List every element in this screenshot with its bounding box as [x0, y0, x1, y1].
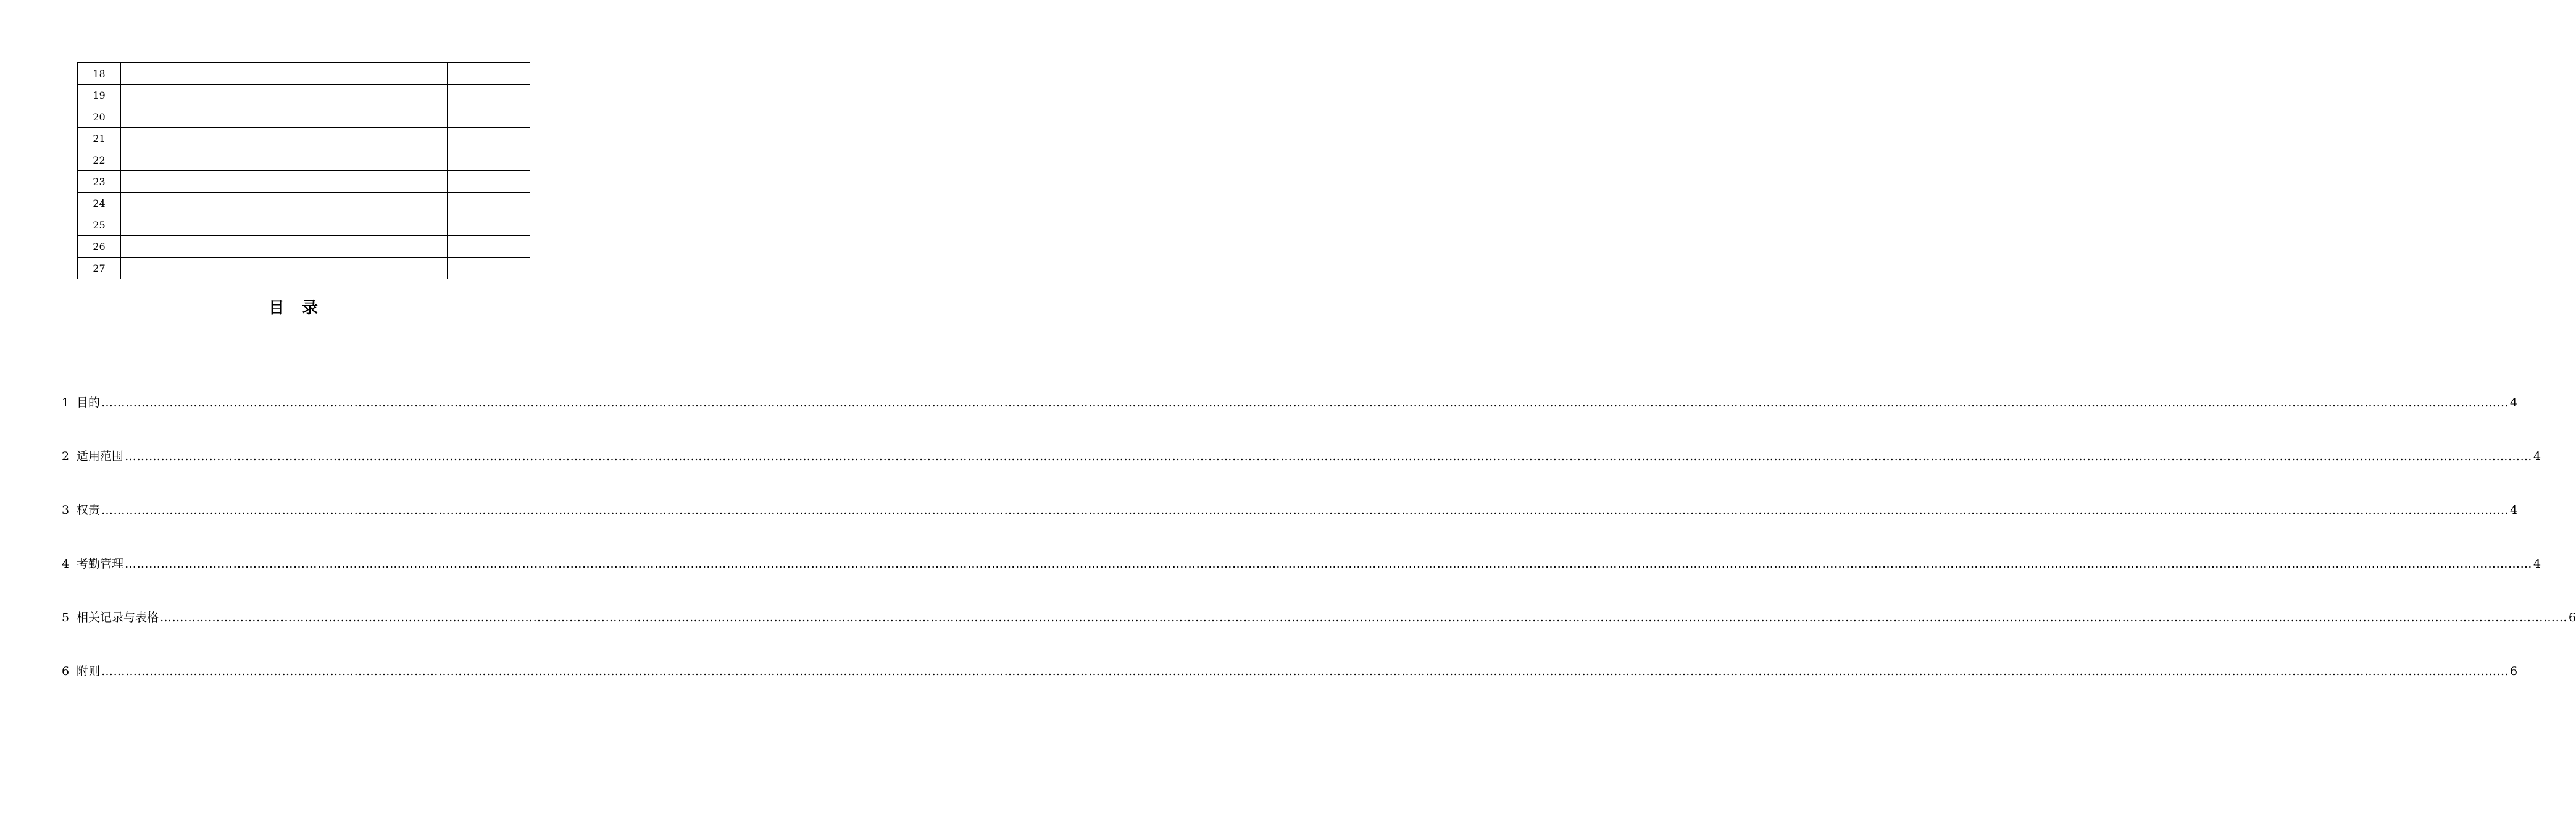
revision-table — [77, 62, 530, 279]
toc-leader-dots: …………………………………………………………………………………………………………………………………………………………………………………………………………………………………………………………………………………………………………………………………………………………………………………………………………………………………………………………………………………………………………………………………………………… — [101, 664, 2509, 678]
toc-leader-dots: …………………………………………………………………………………………………………………………………………………………………………………………………………………………………………………………………………………………………………………………………………………………………………………………………………………………………………………………………………………………………………………………………………………… — [125, 557, 2533, 571]
row-number: 22 — [78, 149, 121, 171]
toc-entry[interactable] — [62, 608, 2576, 627]
row-content — [121, 193, 448, 214]
toc-entry-number: 5 — [62, 611, 70, 624]
row-note — [448, 258, 530, 279]
row-number: 23 — [78, 171, 121, 193]
row-note — [448, 236, 530, 258]
row-content — [121, 214, 448, 236]
row-content — [121, 106, 448, 128]
toc-entry-label: 目的 — [77, 396, 101, 409]
table-row — [78, 193, 530, 214]
row-note — [448, 149, 530, 171]
toc-entry-page: 4 — [2510, 503, 2518, 517]
row-number: 20 — [78, 106, 121, 128]
toc-entry-label: 权责 — [77, 503, 101, 517]
toc-list — [62, 393, 2576, 715]
table-row — [78, 214, 530, 236]
row-content — [121, 236, 448, 258]
table-row — [78, 236, 530, 258]
row-note — [448, 193, 530, 214]
row-number: 21 — [78, 128, 121, 149]
row-number: 24 — [78, 193, 121, 214]
row-number: 26 — [78, 236, 121, 258]
row-number: 19 — [78, 85, 121, 106]
toc-entry-page: 6 — [2510, 664, 2518, 678]
toc-leader-dots: …………………………………………………………………………………………………………………………………………………………………………………………………………………………………………………………………………………………………………………………………………………………………………………………………………………………………………………………………………………………………………………………………………………… — [125, 450, 2533, 463]
toc-leader-dots: …………………………………………………………………………………………………………………………………………………………………………………………………………………………………………………………………………………………………………………………………………………………………………………………………………………………………………………………………………………………………………………………………………………… — [101, 396, 2509, 409]
toc-entry[interactable] — [62, 446, 2541, 466]
row-note — [448, 106, 530, 128]
toc-entry-label: 相关记录与表格 — [77, 611, 159, 624]
table-row — [78, 106, 530, 128]
row-content — [121, 85, 448, 106]
row-content — [121, 171, 448, 193]
table-row — [78, 149, 530, 171]
toc-entry-number: 3 — [62, 503, 70, 517]
toc-entry-page: 4 — [2533, 557, 2541, 571]
table-row — [78, 258, 530, 279]
row-content — [121, 258, 448, 279]
row-number: 18 — [78, 63, 121, 85]
row-note — [448, 214, 530, 236]
table-row — [78, 85, 530, 106]
row-note — [448, 171, 530, 193]
toc-entry-number: 2 — [62, 450, 70, 463]
row-content — [121, 149, 448, 171]
toc-title: 目录 — [268, 299, 335, 317]
row-number: 27 — [78, 258, 121, 279]
toc-entry-label: 附则 — [77, 664, 101, 678]
row-note — [448, 85, 530, 106]
table-row — [78, 63, 530, 85]
toc-entry[interactable] — [62, 393, 2518, 413]
toc-leader-dots: …………………………………………………………………………………………………………………………………………………………………………………………………………………………………………………………………………………………………………………………………………………………………………………………………………………………………………………………………………………………………………………………………………………… — [101, 503, 2509, 517]
toc-entry-label: 适用范围 — [77, 450, 124, 463]
toc-entry-page: 4 — [2533, 450, 2541, 463]
toc-entry-label: 考勤管理 — [77, 557, 124, 571]
toc-entry[interactable] — [62, 554, 2541, 574]
toc-entry-page: 4 — [2510, 396, 2518, 409]
row-note — [448, 128, 530, 149]
table-row — [78, 171, 530, 193]
toc-entry-number: 1 — [62, 396, 70, 409]
toc-entry-page: 6 — [2569, 611, 2576, 624]
toc-entry[interactable] — [62, 500, 2518, 520]
toc-entry[interactable] — [62, 661, 2518, 681]
row-content — [121, 128, 448, 149]
toc-entry-number: 6 — [62, 664, 70, 678]
row-number: 25 — [78, 214, 121, 236]
table-row — [78, 128, 530, 149]
row-note — [448, 63, 530, 85]
toc-leader-dots: …………………………………………………………………………………………………………………………………………………………………………………………………………………………………………………………………………………………………………………………………………………………………………………………………………………………………………………………………………………………………………………………………………………… — [160, 611, 2568, 624]
toc-entry-number: 4 — [62, 557, 70, 571]
row-content — [121, 63, 448, 85]
